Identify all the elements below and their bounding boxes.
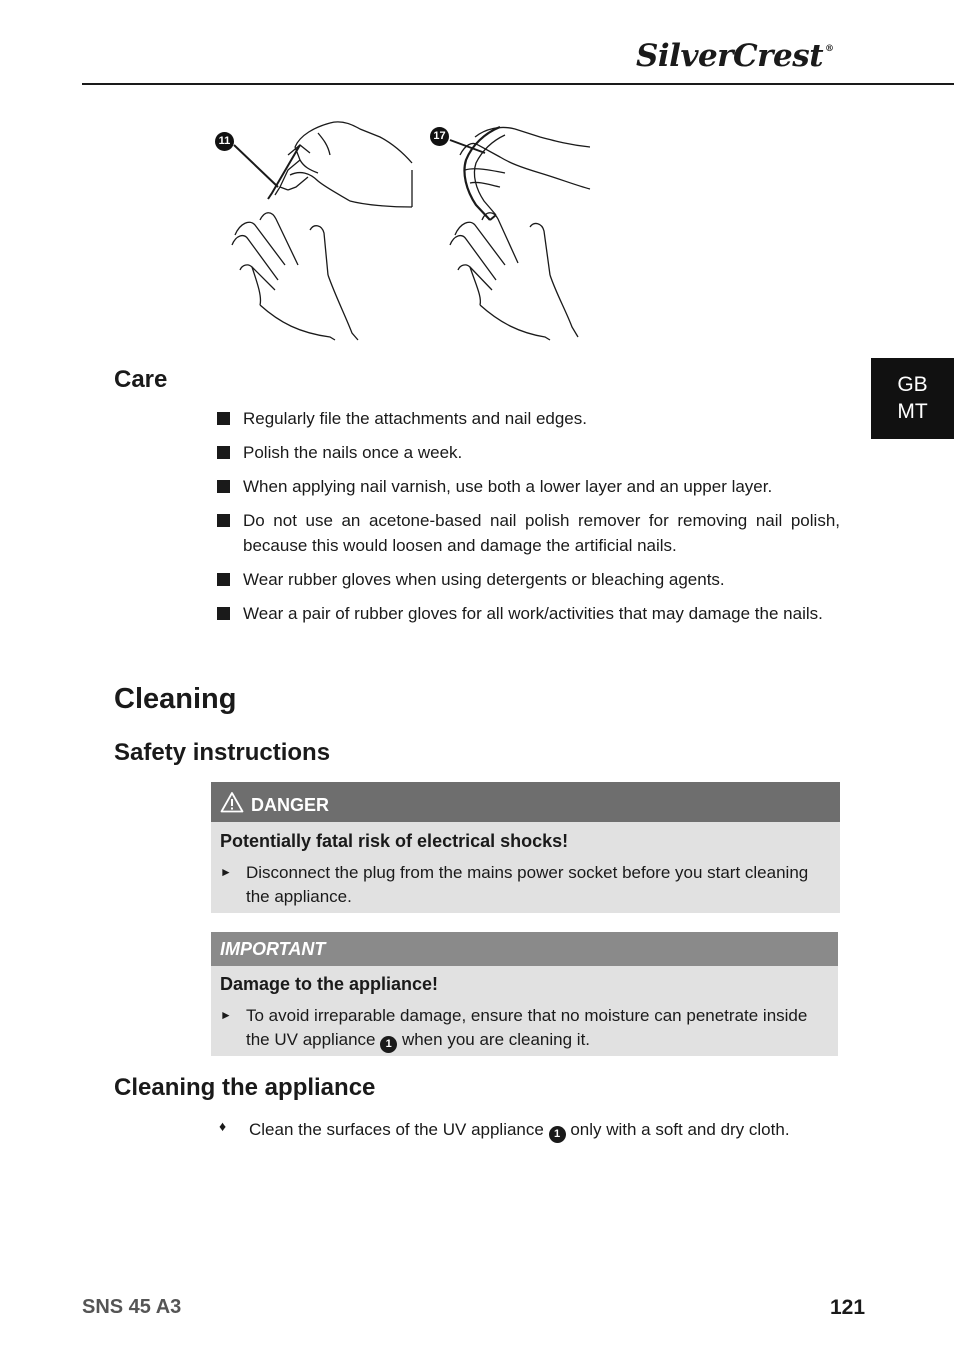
safety-instructions-heading: Safety instructions	[114, 739, 331, 766]
language-tab	[871, 358, 954, 439]
square-bullet-icon	[217, 573, 230, 586]
hands-drawing	[200, 115, 620, 350]
danger-text: Disconnect the plug from the mains power socket before you start cleaning the appliance.	[246, 863, 809, 906]
warning-triangle-icon	[220, 791, 244, 813]
cleaning-appliance-heading: Cleaning the appliance	[114, 1074, 376, 1101]
list-item: Wear a pair of rubber gloves for all work/activities that may damage the nails.	[216, 601, 840, 626]
reference-number-icon: 1	[380, 1036, 397, 1053]
list-item: Do not use an acetone-based nail polish remover for removing nail polish, because this would loosen and damage the artificial nails.	[216, 508, 840, 558]
danger-header	[211, 782, 840, 822]
page-number: 121	[830, 1296, 866, 1319]
reference-number-icon: 1	[549, 1126, 566, 1143]
important-title: Damage to the appliance!	[220, 974, 439, 994]
square-bullet-icon	[217, 446, 230, 459]
danger-box	[211, 782, 840, 913]
list-item: Wear rubber gloves when using detergents or bleaching agents.	[216, 567, 840, 592]
diamond-bullet-icon: ♦	[219, 1118, 227, 1134]
list-item: When applying nail varnish, use both a lower layer and an upper layer.	[216, 474, 840, 499]
danger-title: Potentially fatal risk of electrical shocks!	[220, 831, 569, 851]
cleaning-heading: Cleaning	[114, 683, 237, 715]
important-header: IMPORTANT	[211, 932, 838, 966]
care-list	[216, 406, 840, 635]
language-gb: GB	[897, 373, 928, 396]
list-item: Polish the nails once a week.	[216, 440, 840, 465]
care-heading: Care	[114, 366, 168, 393]
nail-care-illustration	[200, 115, 620, 350]
language-mt: MT	[897, 400, 928, 423]
square-bullet-icon	[217, 514, 230, 527]
brand-logo	[636, 38, 834, 74]
cleaning-appliance-text: Clean the surfaces of the UV appliance 1 only with a soft and dry cloth.	[249, 1117, 790, 1143]
callout-11: 11	[215, 132, 234, 151]
square-bullet-icon	[217, 480, 230, 493]
brand-registered-mark: ®	[825, 44, 834, 54]
model-number: SNS 45 A3	[82, 1296, 182, 1318]
list-item: Regularly file the attachments and nail edges.	[216, 406, 840, 431]
brand-name: SilverCrest	[636, 38, 824, 74]
header-rule	[82, 83, 954, 85]
arrow-bullet-icon: ►	[220, 865, 232, 879]
callout-17: 17	[430, 127, 449, 146]
square-bullet-icon	[217, 412, 230, 425]
danger-label: DANGER	[251, 795, 330, 815]
important-box	[211, 932, 838, 1056]
arrow-bullet-icon: ►	[220, 1008, 232, 1022]
important-text: To avoid irreparable damage, ensure that no moisture can penetrate inside the UV appliance 1 when you are cleaning it.	[246, 1004, 826, 1053]
square-bullet-icon	[217, 607, 230, 620]
